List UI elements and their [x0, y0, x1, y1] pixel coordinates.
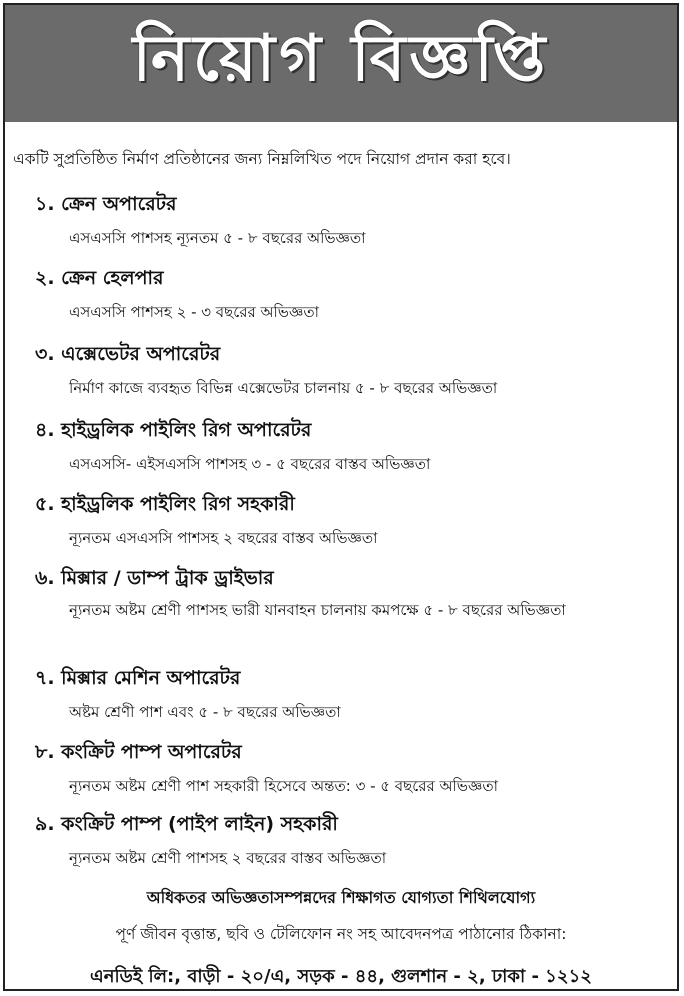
- job-title: ৭. মিক্সার মেশিন অপারেটর: [35, 667, 241, 689]
- job-description: ন্যূনতম এসএসসি পাশসহ ২ বছরের বাস্তব অভিজ্ঞতা: [69, 529, 378, 547]
- job-title: ৯. কংক্রিট পাম্প (পাইপ লাইন) সহকারী: [35, 813, 338, 835]
- job-description: ন্যূনতম অষ্টম শ্রেণী পাশ সহকারী হিসেবে অন্তত: ৩ - ৫ বছরের অভিজ্ঞতা: [69, 777, 498, 795]
- qualification-relaxed-note: অধিকতর অভিজ্ঞতাসম্পন্নদের শিক্ষাগত যোগ্যতা শিথিলযোগ্য: [146, 888, 536, 907]
- job-description: অষ্টম শ্রেণী পাশ এবং ৫ - ৮ বছরের অভিজ্ঞতা: [69, 703, 341, 721]
- job-item: [35, 417, 440, 477]
- job-item: [35, 739, 508, 799]
- job-description: এসএসসি পাশসহ ন্যূনতম ৫ - ৮ বছরের অভিজ্ঞতা: [69, 229, 366, 247]
- job-title: ৩. এক্সেভেটর অপারেটর: [35, 343, 221, 365]
- job-title: ৮. কংক্রিট পাম্প অপারেটর: [35, 741, 242, 763]
- job-description: নির্মাণ কাজে ব্যবহৃত বিভিন্ন এক্সেভেটর চালনায় ৫ - ৮ বছরের অভিজ্ঞতা: [69, 379, 498, 397]
- job-title: ১. ক্রেন অপারেটর: [35, 193, 177, 215]
- job-title: ২. ক্রেন হেলপার: [35, 267, 164, 289]
- job-description: ন্যূনতম অষ্টম শ্রেণী পাশসহ ভারী যানবাহন চালনায় কমপক্ষে ৫ - ৮ বছরের অভিজ্ঞতা: [69, 601, 566, 619]
- job-item: [35, 191, 376, 251]
- intro-text: একটি সুপ্রতিষ্ঠিত নির্মাণ প্রতিষ্ঠানের জন্য নিম্নলিখিত পদে নিয়োগ প্রদান করা হবে।: [13, 150, 511, 168]
- title-banner: [5, 5, 677, 122]
- job-description: এসএসসি পাশসহ ২ - ৩ বছরের অভিজ্ঞতা: [69, 303, 319, 321]
- job-title: ৫. হাইড্রলিক পাইলিং রিগ সহকারী: [35, 493, 295, 515]
- job-item: [35, 265, 329, 325]
- job-title: ৪. হাইড্রলিক পাইলিং রিগ অপারেটর: [35, 419, 312, 441]
- company-address: এনডিই লি:, বাড়ী - ২০/এ, সড়ক - ৪৪, গুলশান - ২, ঢাকা - ১২১২: [90, 966, 592, 987]
- job-description: এসএসসি- এইসএসসি পাশসহ ৩ - ৫ বছরের বাস্তব অভিজ্ঞতা: [69, 455, 431, 473]
- page-title: নিয়োগ বিজ্ঞপ্তি: [132, 22, 550, 96]
- job-item: [35, 665, 351, 725]
- job-item: [35, 491, 387, 551]
- job-description: ন্যূনতম অষ্টম শ্রেণী পাশসহ ২ বছরের বাস্তব অভিজ্ঞতা: [69, 849, 387, 867]
- job-item: [35, 811, 396, 871]
- application-instructions: পূর্ণ জীবন বৃত্তান্ত, ছবি ও টেলিফোন নং সহ আবেদনপত্র পাঠানোর ঠিকানা:: [115, 925, 567, 943]
- job-item: [35, 341, 507, 401]
- advertisement-frame: [3, 3, 679, 991]
- job-title: ৬. মিক্সার / ডাম্প ট্রাক ড্রাইভার: [35, 567, 274, 589]
- job-item: [35, 565, 645, 623]
